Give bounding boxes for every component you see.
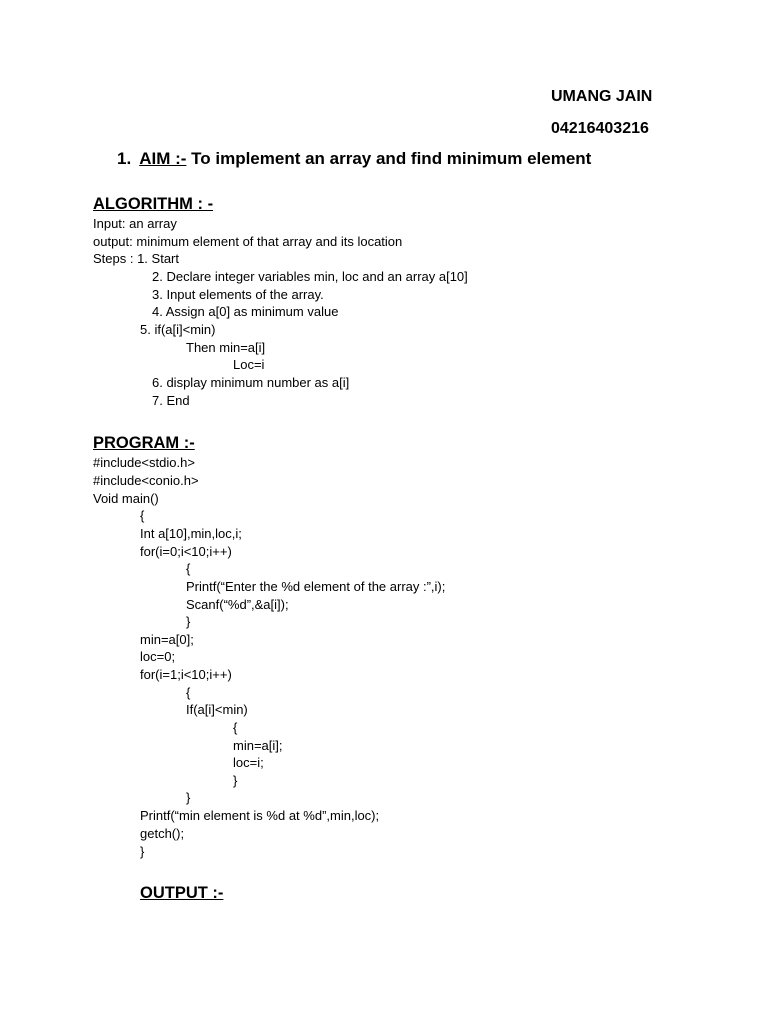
code-line: min=a[i]; — [233, 738, 283, 753]
code-line: min=a[0]; — [140, 632, 194, 647]
algorithm-line: Input: an array — [93, 216, 177, 231]
aim-line — [117, 150, 591, 167]
code-line: getch(); — [140, 826, 185, 841]
code-line: } — [140, 844, 145, 859]
code-line: Scanf(“%d”,&a[i]); — [186, 597, 289, 612]
aim-number: 1. — [117, 149, 132, 168]
code-line: { — [186, 561, 191, 576]
code-line: { — [140, 508, 145, 523]
code-line: } — [186, 614, 191, 629]
code-line: for(i=1;i<10;i++) — [140, 667, 232, 682]
code-line: Int a[10],min,loc,i; — [140, 526, 242, 541]
algorithm-line: 5. if(a[i]<min) — [140, 322, 216, 337]
roll-number: 04216403216 — [551, 120, 649, 137]
algorithm-heading: ALGORITHM : - — [93, 195, 214, 213]
code-line: Printf(“min element is %d at %d”,min,loc); — [140, 808, 380, 823]
algorithm-line: 6. display minimum number as a[i] — [152, 375, 350, 390]
code-line: If(a[i]<min) — [186, 702, 248, 717]
algorithm-line: Steps : 1. Start — [93, 251, 179, 266]
code-line: #include<stdio.h> — [93, 455, 195, 470]
aim-label: AIM :- — [139, 149, 187, 168]
code-line: Printf(“Enter the %d element of the array :”,i); — [186, 579, 446, 594]
algorithm-line: Loc=i — [233, 357, 265, 372]
code-line: Void main() — [93, 491, 159, 506]
code-line: #include<conio.h> — [93, 473, 199, 488]
program-heading: PROGRAM :- — [93, 434, 195, 452]
code-line: } — [233, 773, 238, 788]
code-line: loc=0; — [140, 649, 176, 664]
code-line: loc=i; — [233, 755, 264, 770]
code-line: { — [233, 720, 238, 735]
code-line: { — [186, 685, 191, 700]
code-line: } — [186, 790, 191, 805]
aim-text: To implement an array and find minimum element — [186, 149, 592, 168]
algorithm-line: Then min=a[i] — [186, 340, 266, 355]
algorithm-line: 4. Assign a[0] as minimum value — [152, 304, 339, 319]
algorithm-line: 3. Input elements of the array. — [152, 287, 324, 302]
author-name: UMANG JAIN — [551, 88, 653, 105]
algorithm-line: 2. Declare integer variables min, loc and an array a[10] — [152, 269, 468, 284]
output-heading: OUTPUT :- — [140, 884, 224, 902]
algorithm-line: 7. End — [152, 393, 190, 408]
algorithm-line: output: minimum element of that array and its location — [93, 234, 403, 249]
code-line: for(i=0;i<10;i++) — [140, 544, 232, 559]
